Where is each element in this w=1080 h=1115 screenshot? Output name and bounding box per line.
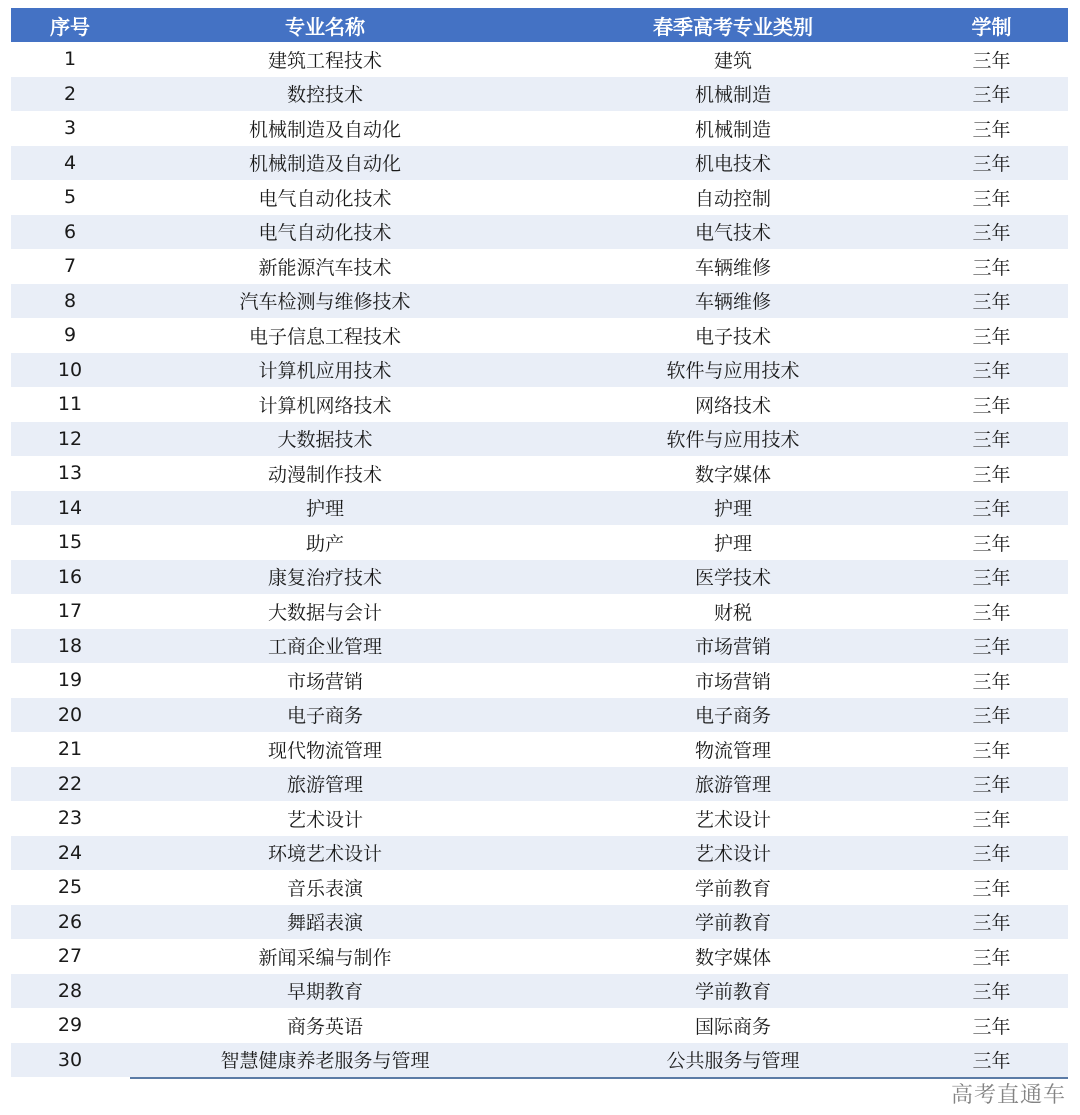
cell-major: 电子信息工程技术 (248, 325, 401, 348)
cell-major: 大数据技术 (277, 429, 373, 452)
cell-duration: 三年 (972, 49, 1011, 72)
cell-no: 23 (57, 807, 83, 830)
majors-table (11, 8, 1068, 1077)
cell-category: 自动控制 (694, 187, 771, 210)
table-row (11, 284, 1068, 319)
cell-major: 商务英语 (286, 1015, 363, 1038)
cell-major: 市场营销 (286, 670, 363, 693)
cell-no: 24 (57, 841, 83, 864)
table-row (11, 77, 1068, 112)
cell-duration: 三年 (972, 739, 1011, 762)
cell-duration: 三年 (972, 463, 1011, 486)
cell-category: 护理 (713, 532, 752, 555)
cell-category: 软件与应用技术 (666, 360, 800, 383)
cell-major: 新闻采编与制作 (258, 946, 392, 969)
cell-duration: 三年 (972, 1050, 1011, 1073)
table-row (11, 146, 1068, 181)
cell-major: 机械制造及自动化 (248, 118, 401, 141)
cell-no: 26 (57, 910, 83, 933)
cell-major: 电子商务 (286, 705, 363, 728)
cell-duration: 三年 (972, 601, 1011, 624)
cell-no: 18 (57, 634, 83, 657)
table-row (11, 629, 1068, 664)
cell-no: 12 (57, 427, 83, 450)
cell-category: 财税 (713, 601, 752, 624)
cell-no: 10 (57, 358, 83, 381)
cell-no: 17 (57, 600, 83, 623)
table-row (11, 939, 1068, 974)
cell-major: 计算机应用技术 (258, 360, 392, 383)
cell-duration: 三年 (972, 498, 1011, 521)
cell-major: 环境艺术设计 (267, 843, 382, 866)
cell-no: 29 (57, 1014, 83, 1037)
cell-major: 助产 (305, 532, 344, 555)
table-row (11, 318, 1068, 353)
cell-category: 学前教育 (694, 912, 771, 935)
cell-duration: 三年 (972, 222, 1011, 245)
cell-duration: 三年 (972, 394, 1011, 417)
cell-major: 大数据与会计 (267, 601, 382, 624)
table-row (11, 732, 1068, 767)
cell-duration: 三年 (972, 670, 1011, 693)
cell-no: 11 (57, 393, 83, 416)
cell-category: 市场营销 (694, 670, 771, 693)
cell-no: 20 (57, 703, 83, 726)
cell-major: 旅游管理 (286, 774, 363, 797)
table-row (11, 767, 1068, 802)
cell-duration: 三年 (972, 808, 1011, 831)
table-row (11, 249, 1068, 284)
cell-duration: 三年 (972, 84, 1011, 107)
cell-major: 电气自动化技术 (258, 187, 392, 210)
cell-no: 8 (63, 289, 77, 312)
header-duration: 学制 (971, 14, 1012, 39)
cell-category: 电子商务 (694, 705, 771, 728)
cell-duration: 三年 (972, 877, 1011, 900)
cell-category: 艺术设计 (694, 843, 771, 866)
cell-duration: 三年 (972, 256, 1011, 279)
header-no: 序号 (50, 14, 90, 39)
cell-major: 动漫制作技术 (267, 463, 382, 486)
cell-duration: 三年 (972, 946, 1011, 969)
cell-major: 计算机网络技术 (258, 394, 392, 417)
cell-duration: 三年 (972, 567, 1011, 590)
cell-category: 车辆维修 (694, 291, 771, 314)
cell-major: 机械制造及自动化 (248, 153, 401, 176)
table-row (11, 663, 1068, 698)
cell-category: 物流管理 (694, 739, 771, 762)
table-row (11, 836, 1068, 871)
cell-no: 27 (57, 945, 83, 968)
cell-duration: 三年 (972, 360, 1011, 383)
table-row (11, 422, 1068, 457)
cell-category: 机械制造 (694, 118, 771, 141)
cell-major: 智慧健康养老服务与管理 (220, 1050, 430, 1073)
cell-major: 护理 (305, 498, 344, 521)
cell-category: 医学技术 (694, 567, 771, 590)
cell-category: 车辆维修 (694, 256, 771, 279)
table-row (11, 42, 1068, 77)
table-bottom-border (130, 1077, 1068, 1079)
cell-category: 国际商务 (694, 1015, 771, 1038)
cell-category: 艺术设计 (694, 808, 771, 831)
table-header (11, 8, 1068, 42)
cell-no: 2 (63, 82, 77, 105)
cell-duration: 三年 (972, 291, 1011, 314)
header-category: 春季高考专业类别 (653, 14, 813, 39)
table-row (11, 353, 1068, 388)
table-row (11, 698, 1068, 733)
table-row (11, 215, 1068, 250)
cell-major: 工商企业管理 (267, 636, 382, 659)
cell-no: 14 (57, 496, 83, 519)
table-row (11, 111, 1068, 146)
cell-duration: 三年 (972, 187, 1011, 210)
cell-duration: 三年 (972, 118, 1011, 141)
cell-duration: 三年 (972, 912, 1011, 935)
cell-duration: 三年 (972, 429, 1011, 452)
table-row (11, 456, 1068, 491)
cell-category: 电气技术 (694, 222, 771, 245)
cell-major: 汽车检测与维修技术 (239, 291, 411, 314)
cell-no: 7 (63, 255, 77, 278)
cell-major: 音乐表演 (286, 877, 363, 900)
cell-category: 软件与应用技术 (666, 429, 800, 452)
table-row (11, 974, 1068, 1009)
cell-major: 新能源汽车技术 (258, 256, 392, 279)
cell-category: 数字媒体 (694, 463, 771, 486)
cell-no: 28 (57, 979, 83, 1002)
cell-category: 网络技术 (694, 394, 771, 417)
cell-duration: 三年 (972, 636, 1011, 659)
table-row (11, 1043, 1068, 1078)
cell-no: 6 (63, 220, 77, 243)
cell-category: 旅游管理 (694, 774, 771, 797)
cell-no: 19 (57, 669, 83, 692)
cell-category: 学前教育 (694, 981, 771, 1004)
cell-no: 21 (57, 738, 83, 761)
cell-category: 数字媒体 (694, 946, 771, 969)
cell-duration: 三年 (972, 532, 1011, 555)
cell-category: 电子技术 (694, 325, 771, 348)
cell-no: 3 (63, 117, 77, 140)
cell-major: 现代物流管理 (267, 739, 382, 762)
cell-category: 市场营销 (694, 636, 771, 659)
table-row (11, 905, 1068, 940)
cell-major: 康复治疗技术 (267, 567, 382, 590)
cell-major: 艺术设计 (286, 808, 363, 831)
cell-duration: 三年 (972, 705, 1011, 728)
cell-no: 25 (57, 876, 83, 899)
cell-major: 舞蹈表演 (286, 912, 363, 935)
cell-major: 早期教育 (286, 981, 363, 1004)
table-row (11, 491, 1068, 526)
cell-no: 4 (63, 151, 77, 174)
table-row (11, 870, 1068, 905)
cell-duration: 三年 (972, 981, 1011, 1004)
cell-duration: 三年 (972, 153, 1011, 176)
cell-no: 5 (63, 186, 77, 209)
cell-category: 建筑 (713, 49, 752, 72)
cell-duration: 三年 (972, 1015, 1011, 1038)
watermark: 高考直通车 (950, 1083, 1066, 1108)
cell-no: 13 (57, 462, 83, 485)
cell-category: 学前教育 (694, 877, 771, 900)
cell-category: 机电技术 (694, 153, 771, 176)
cell-no: 16 (57, 565, 83, 588)
cell-duration: 三年 (972, 843, 1011, 866)
table-row (11, 1008, 1068, 1043)
cell-major: 数控技术 (286, 84, 363, 107)
cell-duration: 三年 (972, 325, 1011, 348)
cell-no: 22 (57, 772, 83, 795)
table-row (11, 525, 1068, 560)
cell-category: 护理 (713, 498, 752, 521)
table-row (11, 387, 1068, 422)
cell-major: 建筑工程技术 (267, 49, 382, 72)
cell-category: 机械制造 (694, 84, 771, 107)
cell-no: 15 (57, 531, 83, 554)
cell-category: 公共服务与管理 (666, 1050, 800, 1073)
table-row (11, 560, 1068, 595)
table-row (11, 801, 1068, 836)
cell-no: 1 (63, 48, 77, 71)
cell-no: 9 (63, 324, 77, 347)
header-major: 专业名称 (285, 14, 365, 39)
cell-duration: 三年 (972, 774, 1011, 797)
table-body (11, 42, 1068, 1077)
table-row (11, 594, 1068, 629)
cell-major: 电气自动化技术 (258, 222, 392, 245)
cell-no: 30 (57, 1048, 83, 1071)
table-row (11, 180, 1068, 215)
